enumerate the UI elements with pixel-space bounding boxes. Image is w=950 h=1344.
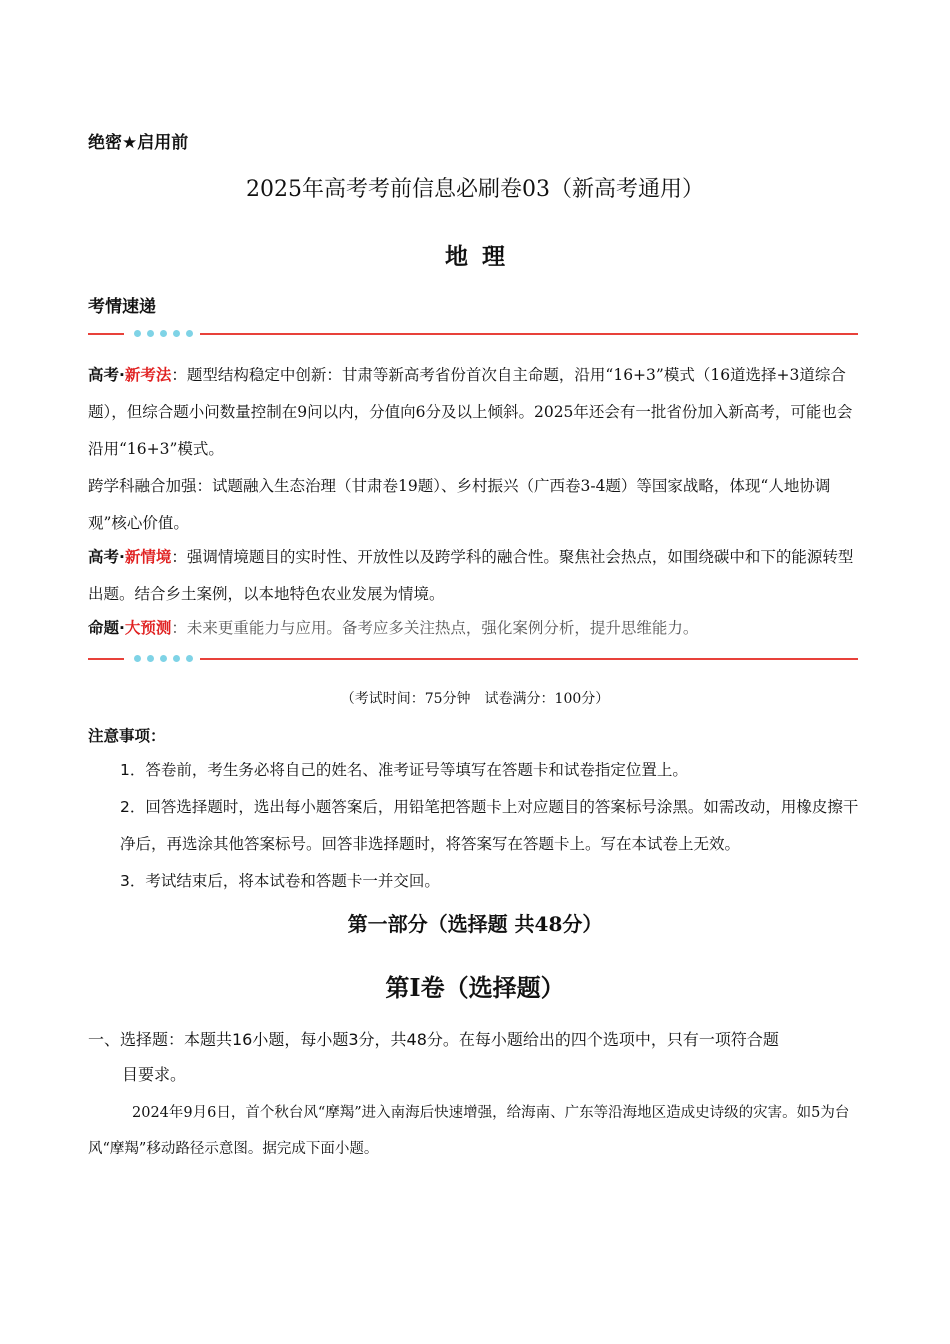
item-label-highlight: 新情境 (124, 548, 172, 566)
item-text: ：未来更重能力与应用。备考应多关注热点，强化案例分析，提升思维能力。 (171, 619, 699, 637)
notice-item: 2．回答选择题时，选出每小题答案后，用铅笔把答题卡上对应题目的答案标号涂黑。如需改动，用橡皮擦干净后，再选涂其他答案标号。回答非选择题时，将答案写在答题卡上。写在本试卷上无效。 (120, 798, 859, 853)
item-text: ：强调情境题目的实时性、开放性以及跨学科的融合性。聚焦社会热点，如围绕碳中和下的能源转型出题。结合乡土案例，以本地特色农业发展为情境。 (88, 548, 854, 603)
notice-list (88, 752, 866, 900)
notice-item: 1．答卷前，考生务必将自己的姓名、准考证号等填写在答题卡和试卷指定位置上。 (120, 761, 688, 779)
volume-title: 第Ⅰ卷（选择题） (385, 973, 565, 1002)
section-line-1: 一、选择题：本题共16小题，每小题3分，共48分。在每小题给出的四个选项中，只有一项符合题 (88, 1030, 779, 1049)
exam-info-heading: 考情速递 (88, 297, 156, 317)
item-label-highlight: 新考法 (124, 366, 172, 384)
exam-info-item-3 (88, 539, 866, 613)
notice-heading: 注意事项： (88, 727, 166, 745)
item-text: 跨学科融合加强：试题融入生态治理（甘肃卷19题）、乡村振兴（广西卷3-4题）等国家战略，体现“人地协调观”核心价值。 (88, 477, 831, 532)
confidential-mark: 绝密★启用前 (88, 133, 189, 153)
item-label: 高考· (88, 366, 125, 384)
divider-top (88, 329, 858, 339)
question-stem (88, 1095, 866, 1167)
exam-info-item-2 (88, 468, 866, 542)
notice-item: 3．考试结束后，将本试卷和答题卡一并交回。 (120, 872, 440, 890)
subject-title: 地理 (445, 244, 519, 270)
section-line-2: 目要求。 (122, 1065, 187, 1084)
part-title: 第一部分（选择题 共48分） (347, 912, 603, 936)
item-label: 高考· (88, 548, 125, 566)
exam-title: 2025年高考考前信息必刷卷03（新高考通用） (246, 177, 704, 202)
item-label-highlight: 大预测 (124, 619, 172, 637)
exam-info-item-4 (88, 610, 866, 647)
section-instructions (88, 1022, 866, 1092)
divider-bottom (88, 654, 858, 664)
exam-info-item-1 (88, 357, 866, 468)
item-label: 命题· (88, 619, 125, 637)
exam-time-info: （考试时间：75分钟 试卷满分：100分） (340, 691, 610, 707)
item-text: ：题型结构稳定中创新：甘肃等新高考省份首次自主命题，沿用“16+3”模式（16道选择+3道综合题），但综合题小问数量控制在9问以内，分值向6分及以上倾斜。2025年还会有一批省份加入新高考，可能也会沿用“16+3”模式。 (88, 366, 853, 458)
stem-text: 2024年9月6日，首个秋台风“摩羯”进入南海后快速增强，给海南、广东等沿海地区造成史诗级的灾害。如5为台风“摩羯”移动路径示意图。据完成下面小题。 (88, 1105, 850, 1157)
